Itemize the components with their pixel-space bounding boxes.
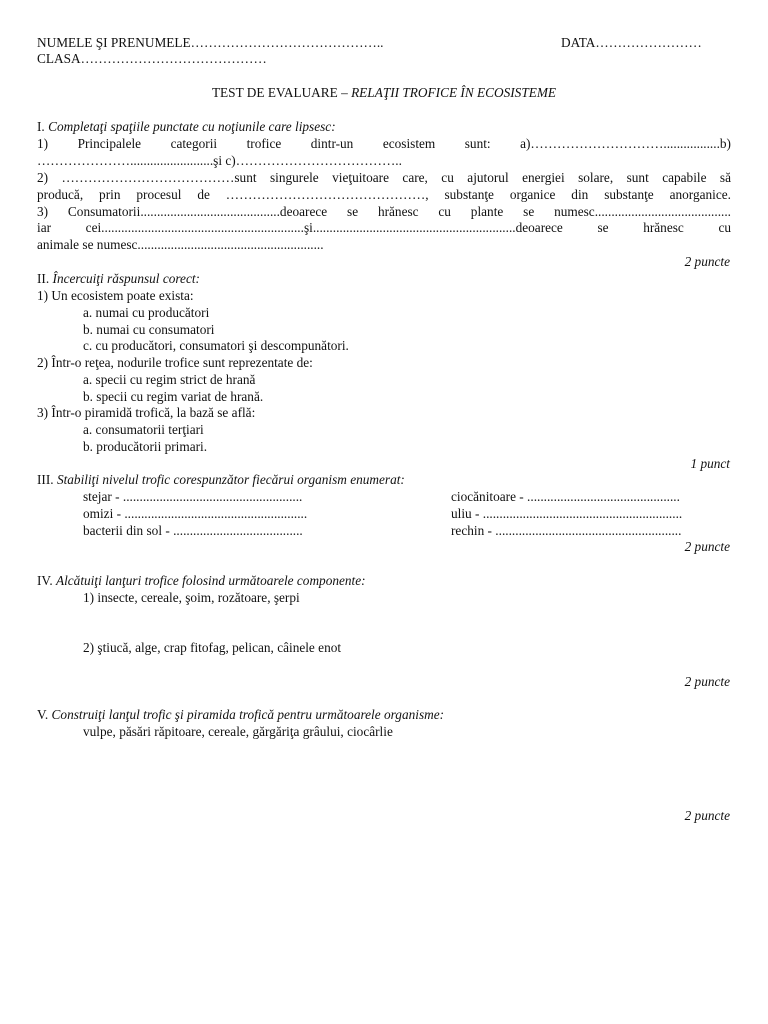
s1-line6: iar cei.............................................................şi.............................................................deoarece se hrănesc cu <box>37 220 731 235</box>
name-label: NUMELE ŞI PRENUMELE <box>37 35 191 50</box>
s4-heading-text: Alcătuiţi lanţuri trofice folosind următoarele componente: <box>55 573 366 588</box>
title-prefix: TEST DE EVALUARE – <box>211 85 352 100</box>
name-dots: …………………………………….. <box>190 35 384 50</box>
s4-item1: 1) insecte, cereale, şoim, rozătoare, şerpi <box>83 590 300 605</box>
s3-bacterii: bacterii din sol - ....................................... <box>83 523 303 538</box>
s2-q3-option-a[interactable]: a. consumatorii terţiari <box>83 422 204 437</box>
s5-organism-list: vulpe, păsări răpitoare, cereale, gărgăriţa grâului, ciocârlie <box>83 724 393 739</box>
date-dots: …………………… <box>595 35 702 50</box>
s1-heading <box>37 119 336 136</box>
s2-q1-option-b[interactable]: b. numai cu consumatori <box>83 322 215 337</box>
s2-q3-option-b[interactable]: b. producătorii primari. <box>83 439 208 454</box>
s1-line4: producă, prin procesul de ………………………………………, substanţe organice din substanţe anorganice. <box>37 187 731 202</box>
s1-points: 2 puncte <box>684 254 730 269</box>
s1-line2: ………………….........................şi c)……………………………….. <box>37 153 402 168</box>
s5-points: 2 puncte <box>684 808 730 823</box>
s2-q2-option-a[interactable]: a. specii cu regim strict de hrană <box>83 372 256 387</box>
s2-q3: 3) Într-o piramidă trofică, la bază se află: <box>37 405 256 420</box>
s3-rechin: rechin - ........................................................ <box>451 523 682 538</box>
s5-heading-text: Construiţi lanţul trofic şi piramida trofică pentru următoarele organisme: <box>51 707 445 722</box>
s1-line7: animale se numesc........................................................ <box>37 237 324 252</box>
s2-heading <box>37 271 200 288</box>
s1-line5: 3) Consumatorii..........................................deoarece se hrănesc cu plante se numesc......................................... <box>37 204 731 219</box>
s2-q1-option-c[interactable]: c. cu producători, consumatori şi descompunători. <box>83 338 349 353</box>
s3-heading <box>37 472 405 489</box>
s2-q2-option-b[interactable]: b. specii cu regim variat de hrană. <box>83 389 264 404</box>
page-title <box>0 85 768 102</box>
s2-heading-text: Încercuiţi răspunsul corect: <box>52 271 200 286</box>
s1-line1: 1) Principalele categorii trofice dintr-un ecosistem sunt: a)………………………….................b) <box>37 136 731 151</box>
s2-num: II. <box>37 271 53 286</box>
name-line <box>37 35 383 52</box>
title-subject: RELAŢII TROFICE ÎN ECOSISTEME <box>351 85 557 100</box>
s2-q2: 2) Într-o reţea, nodurile trofice sunt reprezentate de: <box>37 355 313 370</box>
s5-heading <box>37 707 444 724</box>
s2-q1: 1) Un ecosistem poate exista: <box>37 288 194 303</box>
s3-stejar: stejar - ...................................................... <box>83 489 303 504</box>
s3-num: III. <box>37 472 57 487</box>
s3-ciocanitoare: ciocănitoare - .............................................. <box>451 489 680 504</box>
s4-item2: 2) ştiucă, alge, crap fitofag, pelican, câinele enot <box>83 640 342 655</box>
s3-points: 2 puncte <box>684 539 730 554</box>
s3-uliu: uliu - ............................................................ <box>451 506 683 521</box>
s4-heading <box>37 573 366 590</box>
s5-num: V. <box>37 707 52 722</box>
date-label: DATA <box>561 35 596 50</box>
s1-num: I. <box>37 119 49 134</box>
s1-heading-text: Completaţi spaţiile punctate cu noţiunile care lipsesc: <box>48 119 336 134</box>
class-line <box>37 51 267 68</box>
class-label: CLASA <box>37 51 81 66</box>
s4-num: IV. <box>37 573 56 588</box>
s3-heading-text: Stabiliţi nivelul trofic corespunzător fiecărui organism enumerat: <box>56 472 405 487</box>
date-line <box>561 35 702 52</box>
class-dots: …………………………………… <box>80 51 267 66</box>
s1-line3: 2) …………………………………sunt singurele vieţuitoare care, cu ajutorul energiei solare, sunt capabile să <box>37 170 731 185</box>
s3-omizi: omizi - ....................................................... <box>83 506 308 521</box>
s2-points: 1 punct <box>690 456 730 471</box>
s2-q1-option-a[interactable]: a. numai cu producători <box>83 305 210 320</box>
s4-points: 2 puncte <box>684 674 730 689</box>
